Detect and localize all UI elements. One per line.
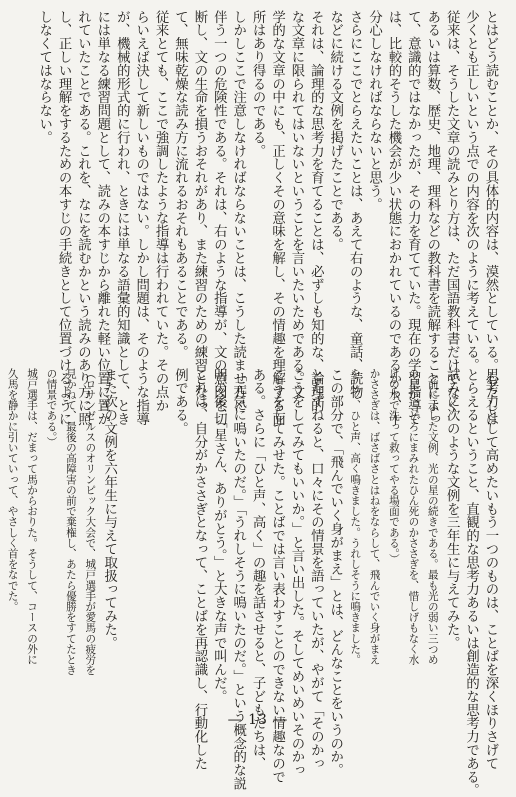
text-column: とはどう読むことか、その具体的内容は、漠然としている。わたしは <box>483 10 498 426</box>
text-column: れていたことである。これを、なにを読むかという読みのあり方に照 <box>75 10 91 426</box>
text-column: 学的な文章の中にも、正しくその意味を解し、その情趣を理解する面 <box>269 10 285 426</box>
text-column: しなくてはならない。 <box>36 10 52 144</box>
quoted-example-column: 久馬を静かに引いていって、やさしく首をなでた。 <box>6 368 19 612</box>
text-column: とらえるということ、直観的な思考力あるいは創造的な思考力である。 <box>463 368 479 797</box>
text-column: には単なる練習問題として、読みの本すじから離れた軽い位置に置か <box>94 10 110 426</box>
quoted-example-column: をして、ひと声、高く鳴きました。うれしそうに鳴きました。 <box>349 368 362 665</box>
text-column: らいえば決して新しいものではない。しかし問題は、そのような指導 <box>133 10 149 426</box>
quoted-example-column: 城戸選手は、だまって馬からおりた。そうして、コースの外に <box>26 368 39 665</box>
text-column: て、無味乾燥な読み方に流れるおそれもあることである。 <box>172 10 188 359</box>
quoted-example-column: かささぎは、ばさばさとはねをならして、飛んでいく身がまえ <box>368 368 381 665</box>
text-column: こうをしてみてもいいか。」と言い出した。そしてめいめいそのかっ <box>288 368 304 777</box>
quoted-example-column: けの水で洗って救ってやる場面である。） <box>387 368 400 565</box>
text-column: とたずねると、口々にその情景を語っていたが、やがて「そのかっ <box>308 368 324 770</box>
text-column: は、比較的そうした機会が少い状態におかれているのであるから、十 <box>385 10 401 426</box>
text-column: 断し、文の生命を損うおそれがあり、また練習のための練習となっ <box>191 10 207 412</box>
text-column: 試みに次のような文例を三年生に与えてみた。 <box>444 368 460 650</box>
text-column: 所はあり得るのである。 <box>250 10 266 158</box>
text-column: て、意識的ではなかったが、その力を育てていた。現在の学習指導で <box>405 10 421 426</box>
text-column: これは、自分がかささぎとなって、ことばを再認識し、行動化した <box>191 368 207 770</box>
text-column: し、正しい理解をするための本すじの手続きとして位置づけるように <box>56 10 72 426</box>
quoted-example-column: 見かねて、最後の高障害の前で棄権し、あたら優勝をすてたとき <box>64 368 77 676</box>
quoted-example-column: （ロサンゼルスのオリンピック大会で、城戸選手が愛馬の疲労を <box>84 368 97 676</box>
text-column: 分心しなければならないと思う。 <box>366 10 382 211</box>
text-column: などに続ける文例を掲げたことである。 <box>327 10 343 252</box>
quoted-example-column: の星が、どろにまみれたひん死のかささぎを、惜しげもなく水 <box>407 368 420 665</box>
text-column: な文章に限られてはいないということを言いたいためである。文 <box>288 10 304 399</box>
text-column: こうをしてみせた。ことばでは言い表わすことのできない情趣なので <box>269 368 285 784</box>
quoted-example-column <box>0 368 2 708</box>
column-spacer <box>135 368 154 708</box>
text-column: 思考力として高めたいもう一つのものは、ことばを深くほりさげて <box>483 368 498 770</box>
text-column: 「元気に鳴いたのだ。」「うれしそうに鳴いたのだ。」という概念的な説 <box>230 368 246 791</box>
text-column: あるいは算数、歴史、地理、理科などの教科書を読解することによっ <box>424 10 440 426</box>
quoted-example-column: の情景である。） <box>45 368 58 448</box>
text-column: 明の後、「星さん、ありがとう。」と大きな声で叫んだ。 <box>211 368 227 703</box>
text-column: しかしここで注意しなければならないことは、こうした読ませ方に <box>230 10 246 412</box>
page-number: — 13 — <box>227 712 289 728</box>
text-column: さらにここでとらえたいことは、あえて右のような、童話、読物 <box>347 10 363 399</box>
text-column: それは、論理的な思考力を育てることは、必ずしも知的な、論理的 <box>308 10 324 412</box>
text-column: 従来は、そうした文章の読みとり方は、ただ国語教科書だけでなく <box>444 10 460 412</box>
text-column: 少くとも正しいという点での内容を次のように考えている。 <box>463 10 479 372</box>
quoted-example-column: （前に示した文例、光の星の続きである。最も光の弱い三つめ <box>426 368 439 665</box>
text-column: が、機械的形式的に行われ、ときには単なる語彙的知識として、とき <box>114 10 130 426</box>
text-column: 例である。 <box>172 368 188 435</box>
text-column: ある。さらに「ひと声、高く」の趣を話させると、子どもたちは、 <box>250 368 266 770</box>
text-column: 従来とても、ここで強調したような指導は行われていた。その点か <box>153 10 169 412</box>
text-column: この部分で、「飛んでいく身がまえ」とは、どんなことをいうのか。 <box>327 368 343 777</box>
text-column: また次の文例を六年生に与えて取扱ってみた。 <box>101 368 117 650</box>
text-column: 伴う一つの危険性である。それは、右のような指導が、文の意図を切 <box>211 10 227 426</box>
